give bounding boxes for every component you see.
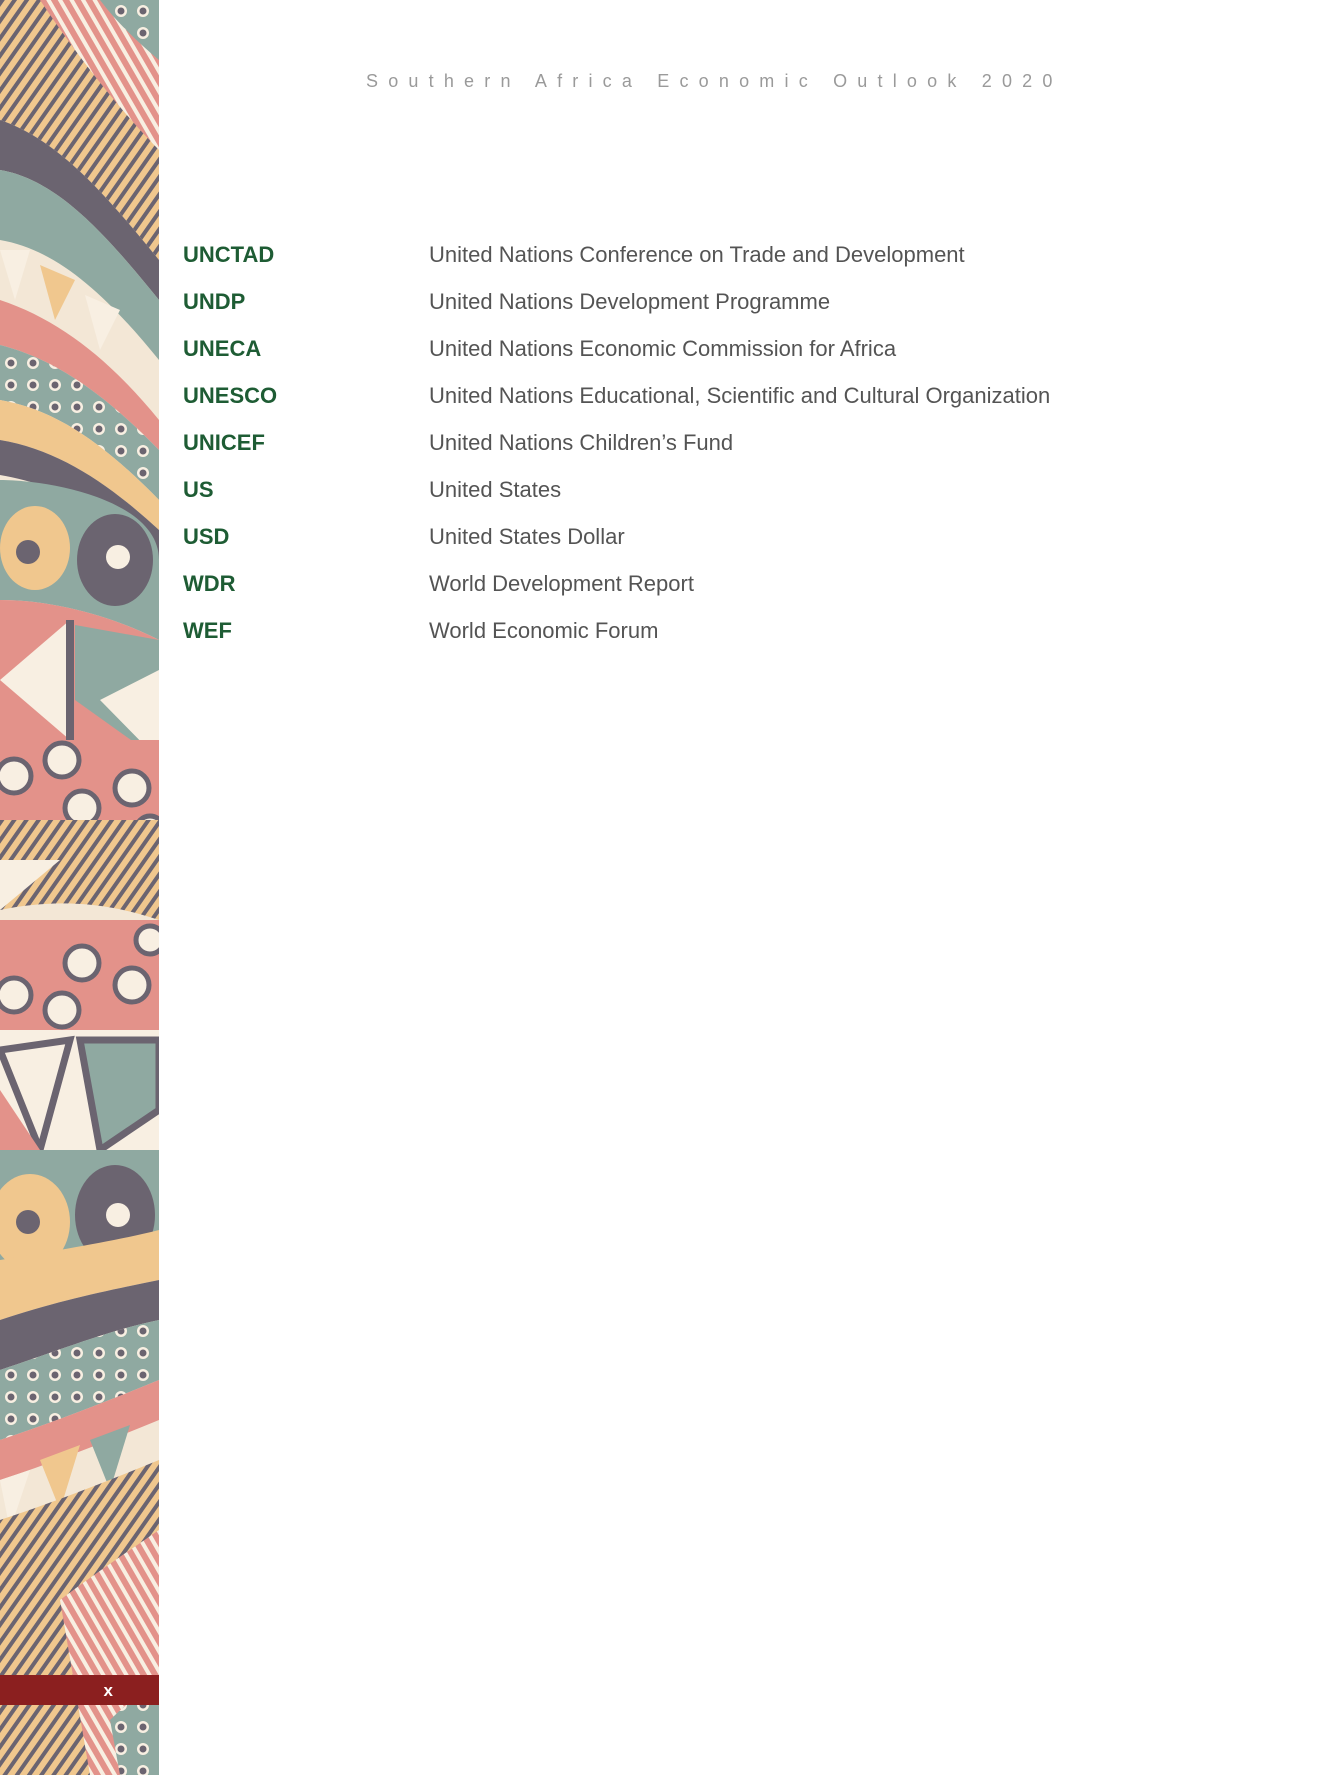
abbreviation-definition: United Nations Conference on Trade and Development (429, 242, 965, 267)
abbreviation-row (183, 618, 1303, 665)
running-header-title: Southern Africa Economic Outlook 2020 (366, 71, 1063, 91)
abbreviation-row (183, 524, 1303, 571)
abbreviation-definition: United Nations Economic Commission for Africa (429, 336, 897, 361)
abbreviation-definition: United Nations Development Programme (429, 289, 831, 314)
abbreviation-row (183, 571, 1303, 618)
abbreviation-definition: World Economic Forum (429, 618, 659, 643)
page-number: x (103, 1680, 113, 1700)
decorative-pattern-panel (0, 0, 159, 1775)
abbreviation-term: WDR (183, 571, 236, 596)
abbreviation-row (183, 383, 1303, 430)
abbreviation-definition: United Nations Educational, Scientific and Cultural Organization (429, 383, 1051, 408)
abbreviation-definition: World Development Report (429, 571, 694, 596)
tribal-pattern-graphic (0, 0, 159, 1775)
abbreviation-term: UNCTAD (183, 242, 275, 267)
page-number-band (0, 1675, 159, 1705)
abbreviation-term: UNECA (183, 336, 262, 361)
abbreviation-row (183, 430, 1303, 477)
abbreviation-row (183, 477, 1303, 524)
abbreviation-term: UNESCO (183, 383, 278, 408)
abbreviation-term: USD (183, 524, 230, 549)
abbreviation-row (183, 242, 1303, 289)
abbreviation-term: US (183, 477, 214, 502)
abbreviation-definition: United States (429, 477, 562, 502)
abbreviation-term: UNICEF (183, 430, 265, 455)
abbreviation-row (183, 336, 1303, 383)
abbreviation-row (183, 289, 1303, 336)
abbreviation-definition: United States Dollar (429, 524, 625, 549)
abbreviations-list (183, 242, 1303, 665)
abbreviation-term: UNDP (183, 289, 246, 314)
abbreviation-definition: United Nations Children’s Fund (429, 430, 734, 455)
abbreviation-term: WEF (183, 618, 232, 643)
